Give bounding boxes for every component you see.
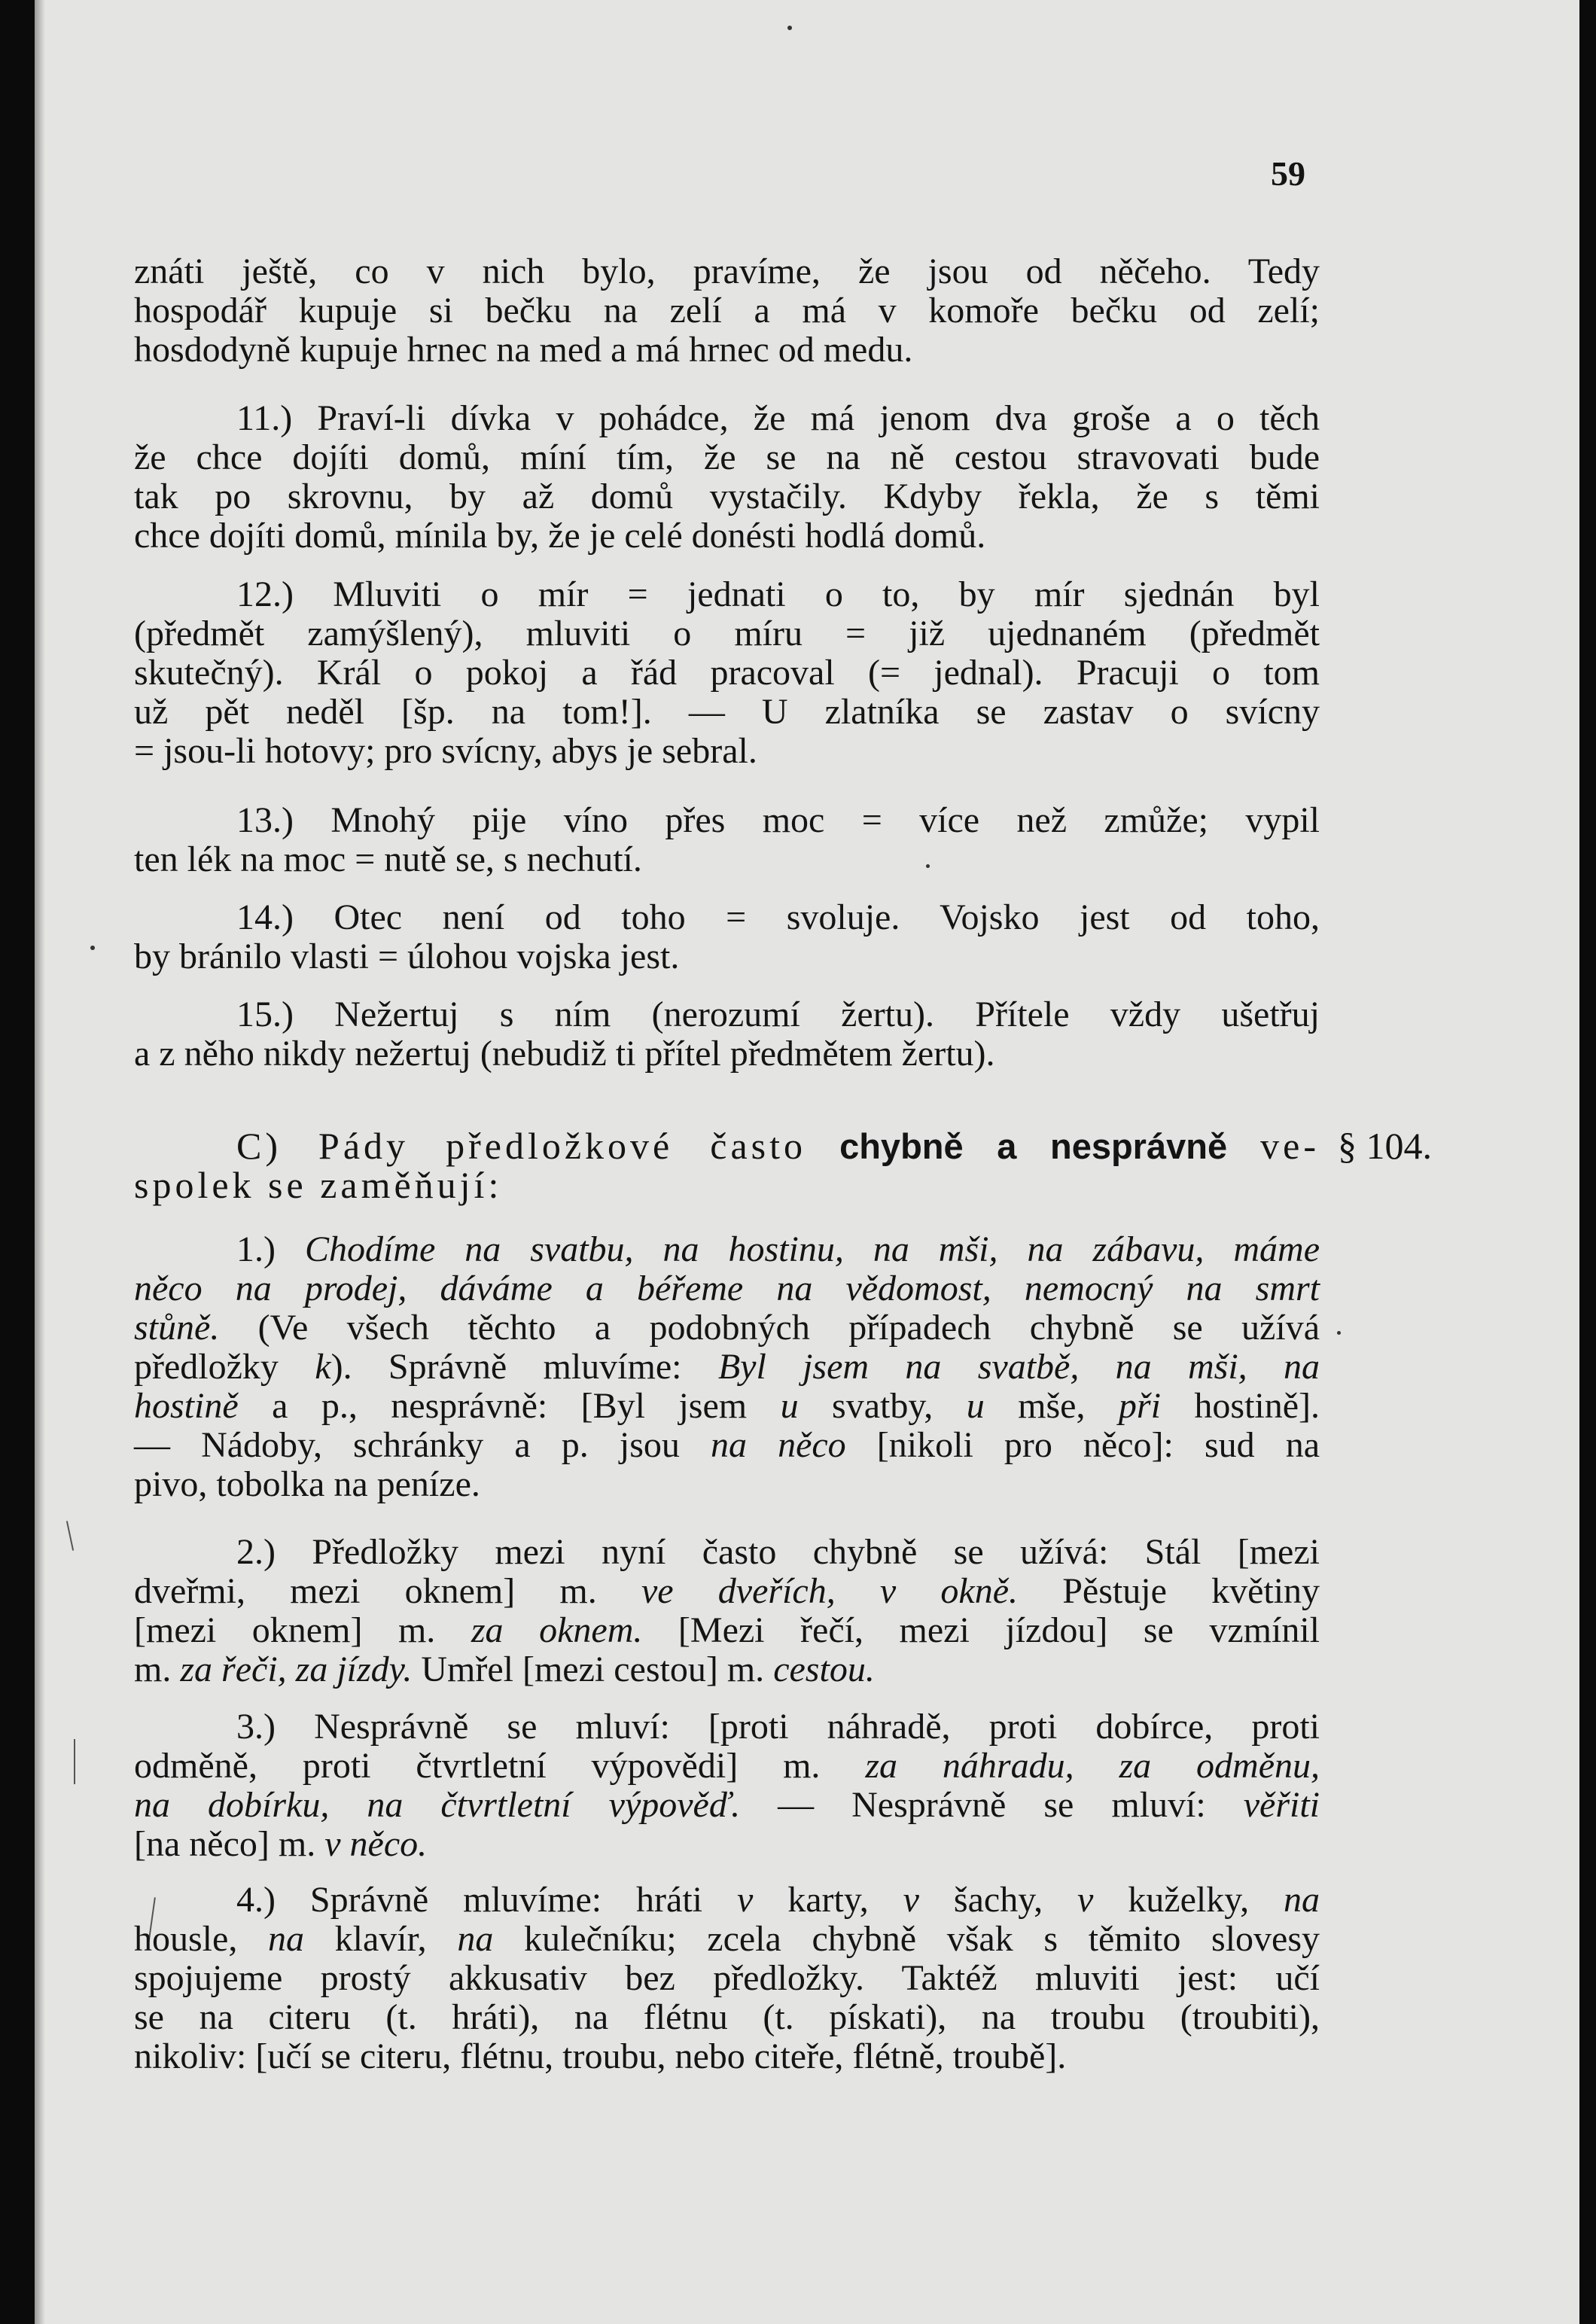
- text-run: šachy,: [953, 1880, 1043, 1920]
- heading-emphasis: chybně a nesprávně: [839, 1126, 1228, 1166]
- example-text: za náhradu, za odměnu,: [865, 1746, 1320, 1786]
- text-line: pivo, tobolka na peníze.: [134, 1464, 480, 1504]
- text-run: kulečníku; zcela chybně však s těmito slovesy: [524, 1919, 1320, 1959]
- example-text: na: [267, 1919, 304, 1959]
- text-line: znáti ještě, co v nich bylo, pravíme, že jsou od něčeho. Tedy: [134, 251, 1320, 291]
- example-text: za řeči, za jízdy.: [180, 1649, 413, 1689]
- item-3: [134, 1707, 1320, 1864]
- text-line: skutečný). Král o pokoj a řád pracoval (= jednal). Pracuji o tom: [134, 653, 1320, 693]
- example-text: za oknem.: [471, 1610, 643, 1650]
- text-run: m.: [134, 1649, 172, 1689]
- example-text: věřiti: [1243, 1785, 1320, 1825]
- text-line: 11.) Praví-li dívka v pohádce, že má jenom dva groše a o těch: [236, 398, 1320, 438]
- text-run: — Nesprávně se mluví:: [778, 1785, 1206, 1825]
- text-run: klavír,: [334, 1919, 427, 1959]
- example-text: cestou.: [773, 1649, 875, 1689]
- text-line: hospodář kupuje si bečku na zelí a má v komoře bečku od zelí;: [134, 291, 1320, 330]
- text-line: ten lék na moc = nutě se, s nechutí.: [134, 839, 642, 879]
- example-text: hostině: [134, 1386, 239, 1426]
- text-run: a p., nesprávně: [Byl jsem: [272, 1386, 748, 1426]
- scan-left-edge: [0, 0, 35, 2324]
- text-line: 13.) Mnohý pije víno přes moc = více než zmůže; vypil: [236, 800, 1320, 840]
- example-text: stůně.: [134, 1308, 220, 1348]
- text-line: [134, 1786, 1320, 1825]
- text-run: (Ve všech těchto a podobných případech chybně se užívá: [257, 1308, 1320, 1348]
- example-text: na: [1284, 1880, 1320, 1920]
- paragraph-11: [134, 399, 1320, 556]
- item-number: 1.): [236, 1229, 276, 1269]
- text-line: hosdodyně kupuje hrnec na med a má hrnec od medu.: [134, 330, 913, 370]
- text-line: [134, 1308, 1320, 1348]
- text-run: mše,: [1018, 1386, 1086, 1426]
- text-line: [134, 1825, 1320, 1864]
- text-run: ). Správně mluvíme:: [330, 1347, 682, 1387]
- text-run: karty,: [787, 1880, 869, 1920]
- example-text: u: [780, 1386, 799, 1426]
- text-line: 3.) Nesprávně se mluví: [proti náhradě, proti dobírce, proti: [236, 1707, 1320, 1747]
- section-heading: [134, 1126, 1320, 1205]
- text-line: tak po skrovnu, by až domů vystačily. Kdyby řekla, že s těmi: [134, 477, 1320, 516]
- text-line: (předmět zamýšlený), mluviti o míru = již ujednaném (předmět: [134, 614, 1320, 653]
- scan-scratch: [66, 1521, 74, 1551]
- text-run: [Mezi řečí, mezi jízdou] se vzmínil: [678, 1610, 1320, 1650]
- heading-line: [134, 1126, 1320, 1165]
- text-line: že chce dojíti domů, míní tím, že se na ně cestou stravovati bude: [134, 437, 1320, 477]
- text-run: svatby,: [832, 1386, 934, 1426]
- text-line: [134, 1881, 1320, 1920]
- example-text: Byl jsem na svatbě, na mši, na: [717, 1347, 1320, 1387]
- text-run: předložky: [134, 1347, 279, 1387]
- item-1: [134, 1230, 1320, 1504]
- example-text: ve dveřích, v okně.: [641, 1571, 1019, 1611]
- text-run: housle,: [134, 1919, 238, 1959]
- example-text: něco na prodej, dáváme a béřeme na vědomost, nemocný na smrt: [134, 1269, 1320, 1308]
- text-line: = jsou-li hotovy; pro svícny, abys je sebral.: [134, 731, 757, 771]
- text-line: by bránilo vlasti = úlohou vojska jest.: [134, 937, 680, 976]
- text-run: Pěstuje květiny: [1062, 1571, 1320, 1611]
- heading-text: ve-: [1260, 1125, 1320, 1167]
- page-number: 59: [1271, 154, 1305, 193]
- example-text: při: [1118, 1386, 1161, 1426]
- example-text: v: [1077, 1880, 1094, 1920]
- text-line: 15.) Nežertuj s ním (nerozumí žertu). Přítele vždy ušetřuj: [236, 994, 1320, 1034]
- text-run: — Nádoby, schránky a p. jsou: [134, 1425, 680, 1465]
- text-run: odměně, proti čtvrtletní výpovědi] m.: [134, 1746, 821, 1786]
- text-line: [134, 1426, 1320, 1465]
- scan-speck: [1337, 1331, 1341, 1335]
- text-line: už pět neděl [šp. na tom!]. — U zlatníka se zastav o svícny: [134, 692, 1320, 732]
- example-text: k: [315, 1347, 331, 1387]
- example-text: v: [736, 1880, 754, 1920]
- example-text: Chodíme na svatbu, na hostinu, na mši, na zábavu, máme: [304, 1229, 1320, 1269]
- text-line: 14.) Otec není od toho = svoluje. Vojsko jest od toho,: [236, 897, 1320, 937]
- heading-text: C) Pády předložkové často: [236, 1125, 807, 1167]
- example-text: na něco: [710, 1425, 846, 1465]
- scan-speck: [787, 26, 792, 30]
- text-line: [134, 1650, 1320, 1689]
- text-line: chce dojíti domů, mínila by, že je celé donésti hodlá domů.: [134, 516, 986, 556]
- text-line: [134, 1572, 1320, 1611]
- text-run: [na něco] m.: [134, 1824, 316, 1864]
- text-line: 2.) Předložky mezi nyní často chybně se užívá: Stál [mezi: [236, 1532, 1320, 1572]
- text-line: [134, 1269, 1320, 1308]
- text-line: nikoliv: [učí se citeru, flétnu, troubu, nebo citeře, flétně, troubě].: [134, 2036, 1067, 2076]
- paragraph-12: [134, 575, 1320, 771]
- text-line: se na citeru (t. hráti), na flétnu (t. pískati), na troubu (troubiti),: [134, 1997, 1320, 2037]
- paragraph-14: [134, 898, 1320, 976]
- text-run: hostině].: [1194, 1386, 1320, 1426]
- text-line: [134, 1230, 1320, 1269]
- section-mark: § 104.: [1338, 1125, 1432, 1167]
- scan-right-edge: [1579, 0, 1596, 2324]
- scan-gutter-shadow: [35, 0, 45, 2324]
- text-run: [mezi oknem] m.: [134, 1610, 436, 1650]
- text-line: [134, 1920, 1320, 1959]
- heading-line: spolek se zaměňují:: [134, 1164, 503, 1206]
- text-line: [134, 1348, 1320, 1387]
- example-text: v: [903, 1880, 919, 1920]
- paragraph-13: [134, 801, 1320, 879]
- example-text: v něco.: [324, 1824, 428, 1864]
- text-line: [134, 1387, 1320, 1426]
- scan-speck: [90, 946, 95, 950]
- paragraph-intro: [134, 252, 1320, 370]
- text-run: Umřel [mezi cestou] m.: [421, 1649, 765, 1689]
- text-line: 12.) Mluviti o mír = jednati o to, by mír sjednán byl: [236, 574, 1320, 614]
- item-4: [134, 1881, 1320, 2076]
- text-run: [nikoli pro něco]: sud na: [876, 1425, 1320, 1465]
- paragraph-15: [134, 995, 1320, 1074]
- example-text: u: [966, 1386, 985, 1426]
- text-line: [134, 1747, 1320, 1786]
- text-run: dveřmi, mezi oknem] m.: [134, 1571, 597, 1611]
- text-line: a z něho nikdy nežertuj (nebudiž ti přítel předmětem žertu).: [134, 1034, 995, 1074]
- text-line: [134, 1611, 1320, 1650]
- example-text: na dobírku, na čtvrtletní výpověď.: [134, 1785, 741, 1825]
- text-run: 4.) Správně mluvíme: hráti: [236, 1880, 703, 1920]
- example-text: na: [457, 1919, 494, 1959]
- scan-scratch: [74, 1739, 75, 1784]
- text-line: spojujeme prostý akkusativ bez předložky. Taktéž mluviti jest: učí: [134, 1958, 1320, 1998]
- item-2: [134, 1533, 1320, 1689]
- text-run: kuželky,: [1128, 1880, 1250, 1920]
